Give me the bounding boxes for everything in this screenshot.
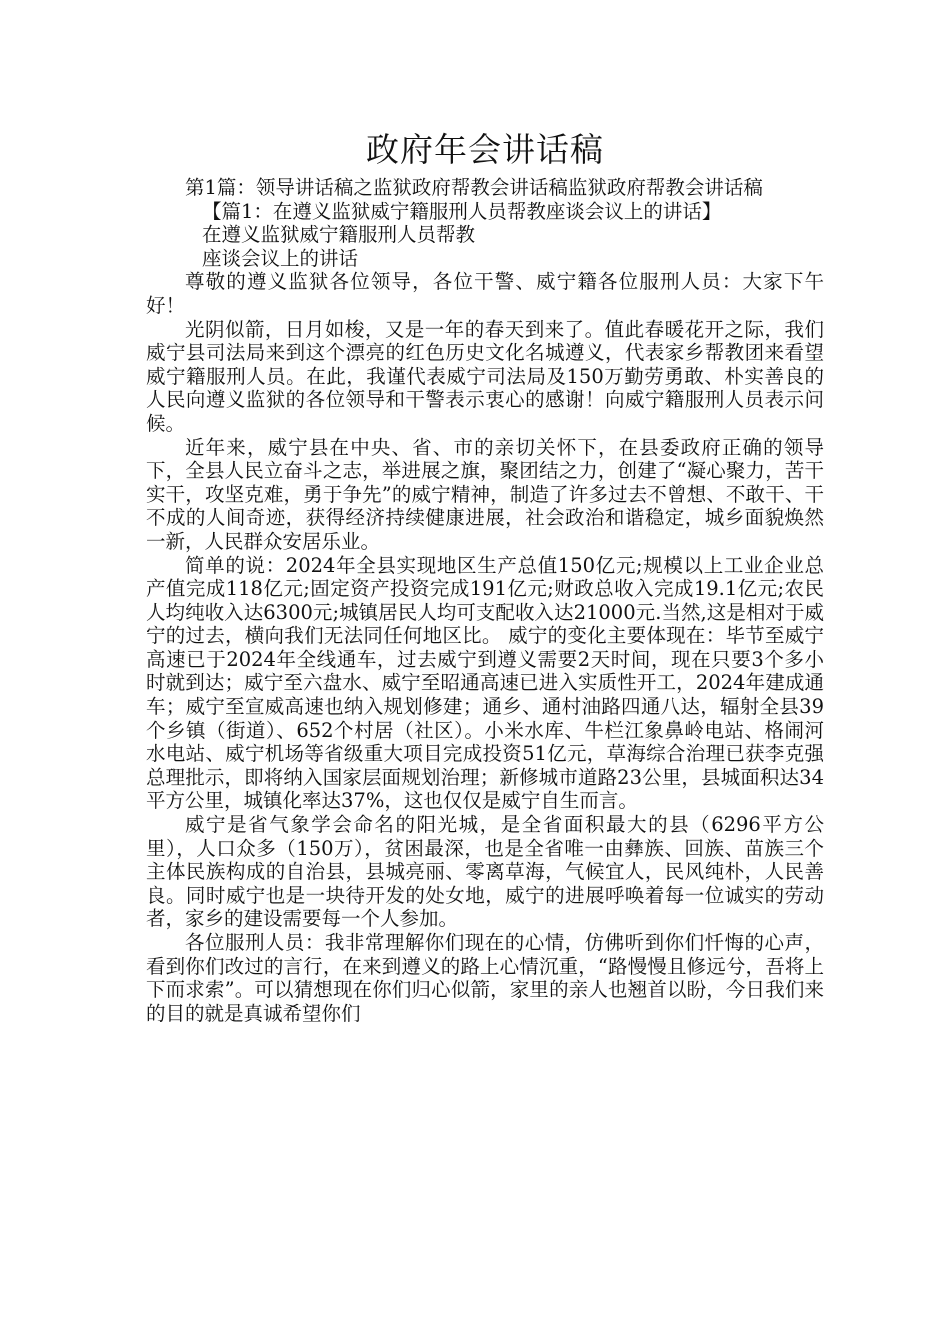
document-page xyxy=(146,128,824,1025)
speech-title-block xyxy=(146,223,824,270)
paragraph-speech-title-line2: 座谈会议上的讲话 xyxy=(202,246,359,270)
paragraph-section-heading: 【篇1：在遵义监狱威宁籍服刑人员帮教座谈会议上的讲话】 xyxy=(202,199,722,223)
paragraph-body: 光阴似箭，日月如梭，又是一年的春天到来了。值此春暖花开之际，我们威宁县司法局来到这个漂亮的红色历史文化名城遵义，代表家乡帮教团来看望威宁籍服刑人员。在此，我谨代表威宁司法局及150万勤劳勇敢、朴实善良的人民向遵义监狱的各位领导和干警表示衷心的感谢！向威宁籍服刑人员表示问候。 xyxy=(146,317,824,435)
paragraph-body: 各位服刑人员：我非常理解你们现在的心情，仿佛听到你们忏悔的心声，看到你们改过的言行，在来到遵义的路上心情沉重，“路慢慢且修远兮，吾将上下而求索”。可以猜想现在你们归心似箭，家里的亲人也翘首以盼，今日我们来的目的就是真诚希望你们 xyxy=(146,931,824,1025)
paragraph-body: 近年来，威宁县在中央、省、市的亲切关怀下，在县委政府正确的领导下，全县人民立奋斗之志，举进展之旗，聚团结之力，创建了“凝心聚力，苦干实干，攻坚克难，勇于争先”的威宁精神，制造了许多过去不曾想、不敢干、干不成的人间奇迹，获得经济持续健康进展，社会政治和谐稳定，城乡面貌焕然一新，人民群众安居乐业。 xyxy=(146,435,824,553)
paragraph-body: 简单的说：2024年全县实现地区生产总值150亿元;规模以上工业企业总产值完成118亿元;固定资产投资完成191亿元;财政总收入完成19.1亿元;农民人均纯收入达6300元;城镇居民人均可支配收入达21000元.当然,这是相对于威宁的过去，横向我们无法同任何地区比。 威宁的变化主要体现在：毕节至威宁高速已于2024年全线通车，过去威宁到遵义需要2天时间，现在只要3个多小时就到达；威宁至六盘水、威宁至昭通高速已进入实质性开工，2024年建成通车；威宁至宣威高速也纳入规划修建；通乡、通村油路四通八达，辐射全县39个乡镇（街道）、652个村居（社区）。小米水库、牛栏江象鼻岭电站、格闹河水电站、威宁机场等省级重大项目完成投资51亿元，草海综合治理已获李克强总理批示，即将纳入国家层面规划治理；新修城市道路23公里，县城面积达34平方公里，城镇化率达37%，这也仅仅是威宁自生而言。 xyxy=(146,553,824,813)
paragraph-speech-title-line1: 在遵义监狱威宁籍服刑人员帮教 xyxy=(202,223,476,247)
paragraph-chapter-heading: 第1篇：领导讲话稿之监狱政府帮教会讲话稿监狱政府帮教会讲话稿 xyxy=(185,176,763,199)
section-heading-block xyxy=(146,200,736,224)
document-title: 政府年会讲话稿 xyxy=(366,130,604,169)
paragraph-greeting: 尊敬的遵义监狱各位领导，各位干警、威宁籍各位服刑人员：大家下午好！ xyxy=(146,270,824,317)
paragraph-body: 威宁是省气象学会命名的阳光城，是全省面积最大的县（6296平方公里），人口众多（150万），贫困最深，也是全省唯一由彝族、回族、苗族三个主体民族构成的自治县，县城亮丽、零离草海，气候宜人，民风纯朴，人民善良。同时威宁也是一块待开发的处女地，威宁的进展呼唤着每一位诚实的劳动者，家乡的建设需要每一个人参加。 xyxy=(146,813,824,931)
